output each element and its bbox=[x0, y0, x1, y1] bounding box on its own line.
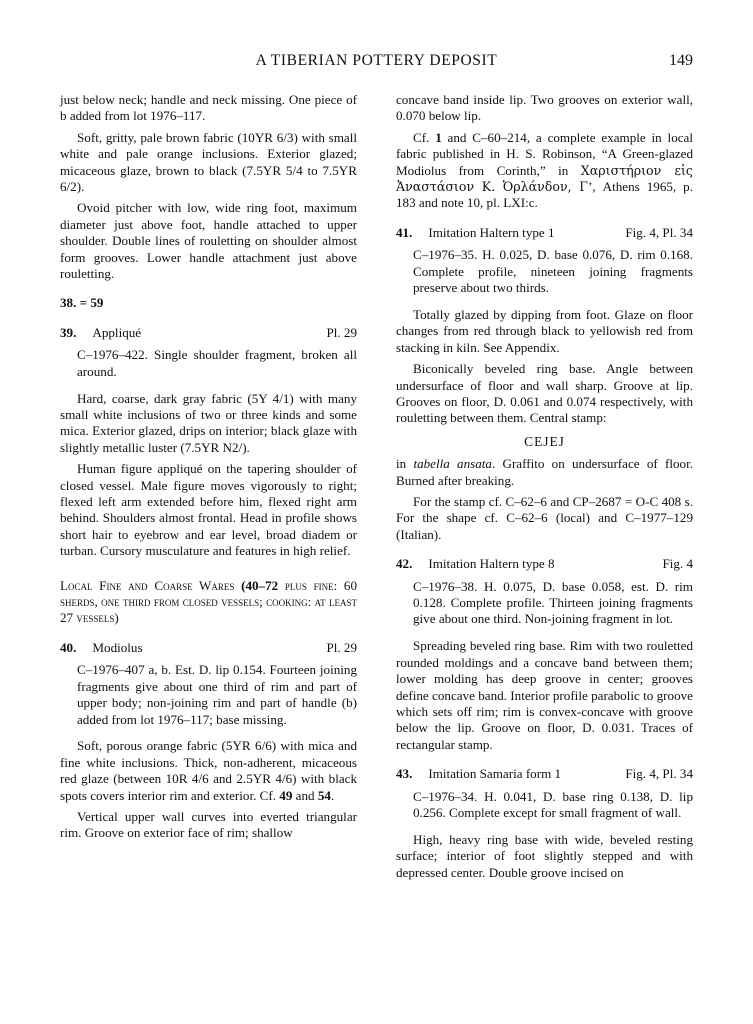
entry-title: Imitation Haltern type 8 bbox=[428, 556, 555, 572]
text-run: Soft, porous orange fabric (5YR 6/6) with mica and fine white inclusions. Thick, non-adherent, micaceous red glaze (between 10R 4/6 and 2.5YR 4/6) with black spots covers interior rim and exterior. Cf. bbox=[60, 738, 357, 803]
entry-title: Modiolus bbox=[92, 639, 143, 655]
cross-reference: 49 bbox=[279, 787, 293, 803]
section-heading bbox=[60, 578, 357, 627]
paragraph bbox=[396, 130, 693, 212]
paragraph: concave band inside lip. Two grooves on exterior wall, 0.070 below lip. bbox=[396, 92, 693, 124]
latin-term: tabella ansata bbox=[413, 456, 492, 472]
right-column bbox=[396, 92, 693, 997]
paragraph bbox=[60, 738, 357, 804]
entry-title: Imitation Samaria form 1 bbox=[428, 766, 562, 782]
section-heading-label: Local Fine and Coarse Wares bbox=[60, 577, 235, 593]
text-run: and C–60–214, a complete example in local fabric published in H. S. Robinson, “A Green-glazed Modiolus from Corinth,” in bbox=[396, 129, 693, 178]
catalog-entry-heading-38: 38. = 59 bbox=[60, 295, 104, 311]
greek-title: Χαριστήριον εἰς Ἀναστάσιον Κ. Ὀρλάνδον, Γ bbox=[396, 162, 693, 195]
text-run: . bbox=[330, 787, 335, 803]
paragraph: High, heavy ring base with wide, beveled resting surface; interior of foot slightly stepped and with depressed center. Double groove incised on bbox=[396, 831, 693, 880]
paragraph: Totally glazed by dipping from foot. Glaze on floor changes from red through black to yellowish red from stacking in kiln. See Appendix. bbox=[396, 306, 693, 355]
entry-plate-reference: Pl. 29 bbox=[326, 639, 357, 655]
paragraph: Biconically beveled ring base. Angle between undersurface of floor and wall sharp. Groove at lip. Grooves on floor, D. 0.061 and 0.074 respectively, with rouletting between them. Central stamp: bbox=[396, 361, 693, 426]
entry-title: Imitation Haltern type 1 bbox=[428, 224, 555, 240]
paragraph: C–1976–34. H. 0.041, D. base ring 0.138, D. lip 0.256. Complete except for small fragment of wall. bbox=[413, 788, 693, 821]
cross-reference: 54 bbox=[317, 787, 331, 803]
running-head-title: A TIBERIAN POTTERY DEPOSIT bbox=[255, 52, 498, 69]
entry-number: 41. bbox=[396, 224, 413, 240]
text-run: in bbox=[396, 456, 414, 472]
catalog-entry-heading-43 bbox=[396, 766, 693, 782]
paragraph bbox=[396, 456, 693, 489]
text-run: and bbox=[292, 787, 318, 803]
entry-plate-reference: Fig. 4 bbox=[662, 556, 693, 572]
entry-title: Appliqué bbox=[92, 324, 142, 340]
section-heading-note: plus fine: 60 sherds, one third from closed vessels; cooking: at least 27 vessels) bbox=[60, 577, 357, 626]
paragraph: For the stamp cf. C–62–6 and CP–2687 = O-C 408 s. For the shape cf. C–62–6 (local) and C–1977–129 (Italian). bbox=[396, 494, 693, 542]
entry-plate-reference: Fig. 4, Pl. 34 bbox=[625, 224, 693, 240]
entry-number: 42. bbox=[396, 556, 413, 572]
paragraph: Human figure appliqué on the tapering shoulder of closed vessel. Male figure moves vigorously to right; flexed left arm extended before him, flexed right arm behind. Shoulders almost frontal. Head in profile shows short hair to eyebrow and ear level, broad diadem or turban. Cursory musculature and features in high relief. bbox=[60, 461, 357, 559]
entry-plate-reference: Pl. 29 bbox=[326, 324, 357, 340]
entry-number: 43. bbox=[396, 766, 413, 782]
paragraph: C–1976–407 a, b. Est. D. lip 0.154. Fourteen joining fragments give about one third of rim and part of upper body; non-joining rim and part of handle (b) added from lot 1976–117; base missing. bbox=[77, 662, 357, 727]
paragraph: Vertical upper wall curves into everted triangular rim. Groove on exterior face of rim; shallow bbox=[60, 809, 357, 841]
paragraph: Hard, coarse, dark gray fabric (5Y 4/1) with many small white inclusions of two or three kinds and some mica. Exterior glazed, drips on interior; black glaze with slightly metallic luster (7.5YR N2/). bbox=[60, 390, 357, 455]
text-columns bbox=[60, 92, 693, 997]
text-run: Cf. bbox=[413, 129, 436, 145]
cross-reference: 1 bbox=[435, 129, 442, 145]
text-run: . Graffito on undersurface of floor. Burned after breaking. bbox=[396, 456, 693, 488]
text-run: ’, Athens 1965, p. 183 and note 10, pl. LXI:c. bbox=[396, 179, 693, 211]
entry-number: 40. bbox=[60, 639, 77, 655]
paragraph: Ovoid pitcher with low, wide ring foot, maximum diameter just above foot, handle attached to upper shoulder. Double lines of rouletting on shoulder almost form grooves. Lower handle attachment just above rouletting. bbox=[60, 200, 357, 282]
paragraph: C–1976–422. Single shoulder fragment, broken all around. bbox=[77, 347, 357, 379]
running-head bbox=[60, 52, 693, 74]
catalog-entry-heading-39 bbox=[60, 325, 357, 341]
catalog-entry-heading-40 bbox=[60, 640, 357, 656]
paragraph: just below neck; handle and neck missing. One piece of b added from lot 1976–117. bbox=[60, 92, 357, 124]
entry-plate-reference: Fig. 4, Pl. 34 bbox=[625, 766, 693, 782]
section-heading-range: (40–72 bbox=[241, 577, 279, 593]
left-column bbox=[60, 92, 357, 997]
paragraph: Soft, gritty, pale brown fabric (10YR 6/3) with small white and pale orange inclusions. Exterior glazed; micaceous glaze, brown to black (7.5YR 5/4 to 7.5YR 6/2). bbox=[60, 129, 357, 195]
entry-number: 39. bbox=[60, 324, 77, 340]
catalog-entry-heading-42 bbox=[396, 556, 693, 572]
catalog-entry-heading-41 bbox=[396, 225, 693, 241]
paragraph: C–1976–38. H. 0.075, D. base 0.058, est. D. rim 0.128. Complete profile. Thirteen joining fragments give about one third. Non-joining fragment in lot. bbox=[413, 578, 693, 627]
page-number: 149 bbox=[669, 52, 693, 69]
paragraph: Spreading beveled ring base. Rim with two rouletted rounded moldings and a concave band between them; lower molding has deep groove in center; grooves define concave band. Interior profile parabolic to groove which sets off rim; rim is convex-concave with groove below the lip. Groove on floor, D. 0.031. Traces of rectangular stamp. bbox=[396, 638, 693, 752]
stamp-text: CEJEJ bbox=[524, 433, 565, 449]
paragraph: C–1976–35. H. 0.025, D. base 0.076, D. rim 0.168. Complete profile, nineteen joining fragments preserve about two thirds. bbox=[413, 247, 693, 296]
